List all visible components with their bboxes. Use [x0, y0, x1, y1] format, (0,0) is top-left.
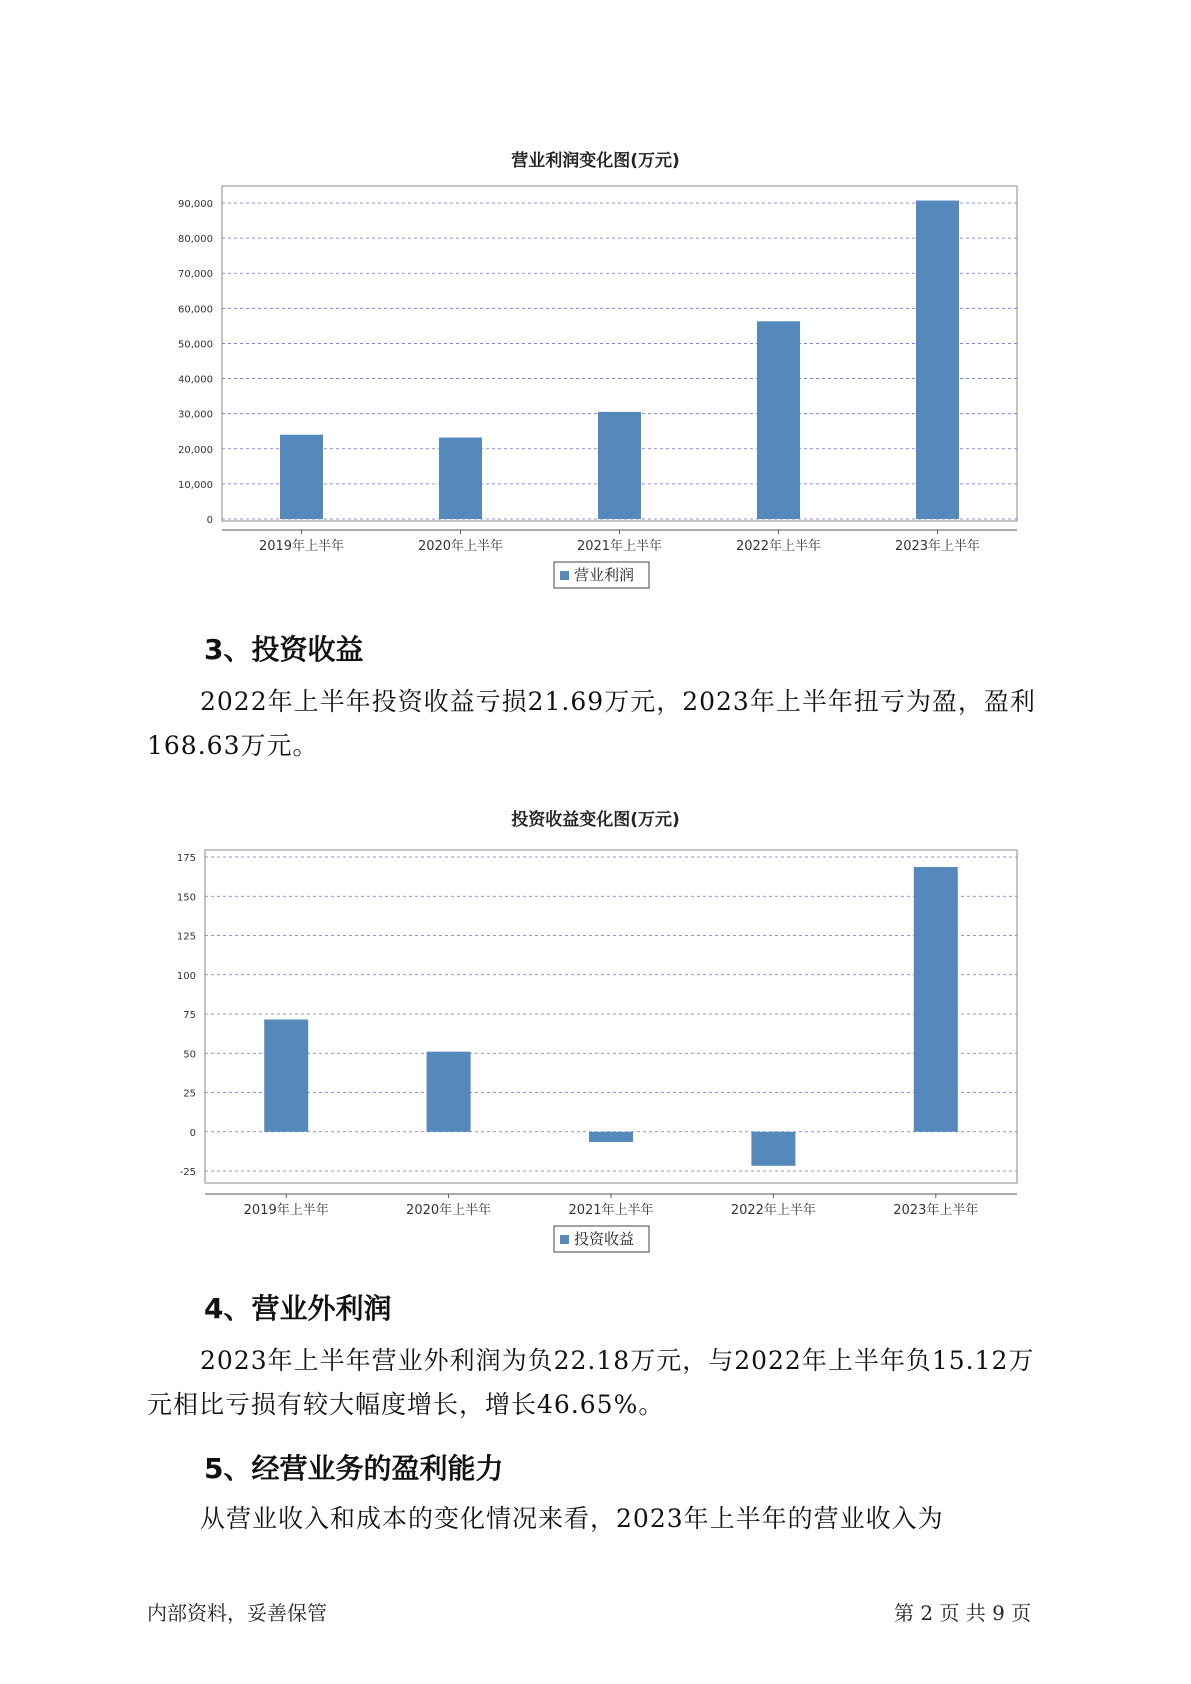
- y-tick-label: 75: [183, 1010, 196, 1021]
- x-tick-label: 2020年上半年: [406, 1203, 492, 1218]
- y-tick-label: 175: [176, 853, 196, 864]
- x-tick-label: 2019年上半年: [243, 1203, 329, 1218]
- y-tick-label: 125: [176, 931, 196, 943]
- section4-line2: 元相比亏损有较大幅度增长，增长46.65%。: [147, 1390, 665, 1419]
- y-tick-label: 50,000: [178, 339, 213, 351]
- y-tick-label: 10,000: [178, 479, 213, 491]
- legend-label: 投资收益: [574, 1230, 635, 1248]
- chart2-title: 投资收益变化图(万元): [511, 810, 680, 830]
- bar: [589, 1132, 633, 1142]
- x-tick-label: 2023年上半年: [893, 1203, 979, 1218]
- footer-left: 内部资料，妥善保管: [147, 1601, 327, 1625]
- section4-paragraph: [147, 1339, 1059, 1427]
- section4-line1: 2023年上半年营业外利润为负22.18万元，与2022年上半年负15.12万: [200, 1346, 1035, 1375]
- y-tick-label: 30,000: [178, 409, 213, 421]
- y-tick-label: 100: [176, 970, 196, 982]
- y-tick-label: 0: [206, 515, 213, 526]
- y-tick-label: 150: [176, 892, 196, 904]
- section4-heading: 4、营业外利润: [204, 1292, 392, 1325]
- y-tick-label: 40,000: [178, 374, 213, 386]
- x-tick-label: 2020年上半年: [417, 539, 504, 554]
- y-tick-label: 20,000: [178, 444, 213, 456]
- bar: [914, 867, 958, 1132]
- x-tick-label: 2021年上半年: [568, 1203, 654, 1218]
- section3-line2: 168.63万元。: [147, 731, 319, 760]
- section5-heading: 5、经营业务的盈利能力: [204, 1452, 504, 1485]
- legend-swatch: [560, 1235, 569, 1244]
- y-tick-label: 70,000: [178, 269, 213, 281]
- bar: [264, 1019, 308, 1131]
- y-tick-label: 90,000: [178, 199, 213, 210]
- section5-paragraph: [147, 1497, 1059, 1541]
- y-tick-label: -25: [179, 1167, 196, 1178]
- y-tick-label: 0: [189, 1127, 196, 1139]
- legend-label: 营业利润: [574, 566, 635, 584]
- section3-line1: 2022年上半年投资收益亏损21.69万元，2023年上半年扭亏为盈，盈利: [200, 687, 1036, 716]
- footer-page-number: 第 2 页 共 9 页: [894, 1601, 1032, 1625]
- x-tick-label: 2021年上半年: [576, 539, 663, 554]
- x-tick-label: 2023年上半年: [894, 539, 981, 554]
- chart1-title: 营业利润变化图(万元): [511, 151, 680, 171]
- y-tick-label: 50: [183, 1049, 196, 1061]
- section5-line1: 从营业收入和成本的变化情况来看，2023年上半年的营业收入为: [200, 1504, 944, 1533]
- bar: [751, 1132, 795, 1166]
- section3-heading: 3、投资收益: [204, 633, 364, 666]
- x-tick-label: 2022年上半年: [735, 539, 822, 554]
- x-tick-label: 2022年上半年: [730, 1203, 816, 1218]
- y-tick-label: 80,000: [178, 234, 213, 246]
- x-tick-label: 2019年上半年: [258, 539, 345, 554]
- y-tick-label: 60,000: [178, 304, 213, 316]
- y-tick-label: 25: [183, 1088, 196, 1100]
- bar: [427, 1052, 471, 1132]
